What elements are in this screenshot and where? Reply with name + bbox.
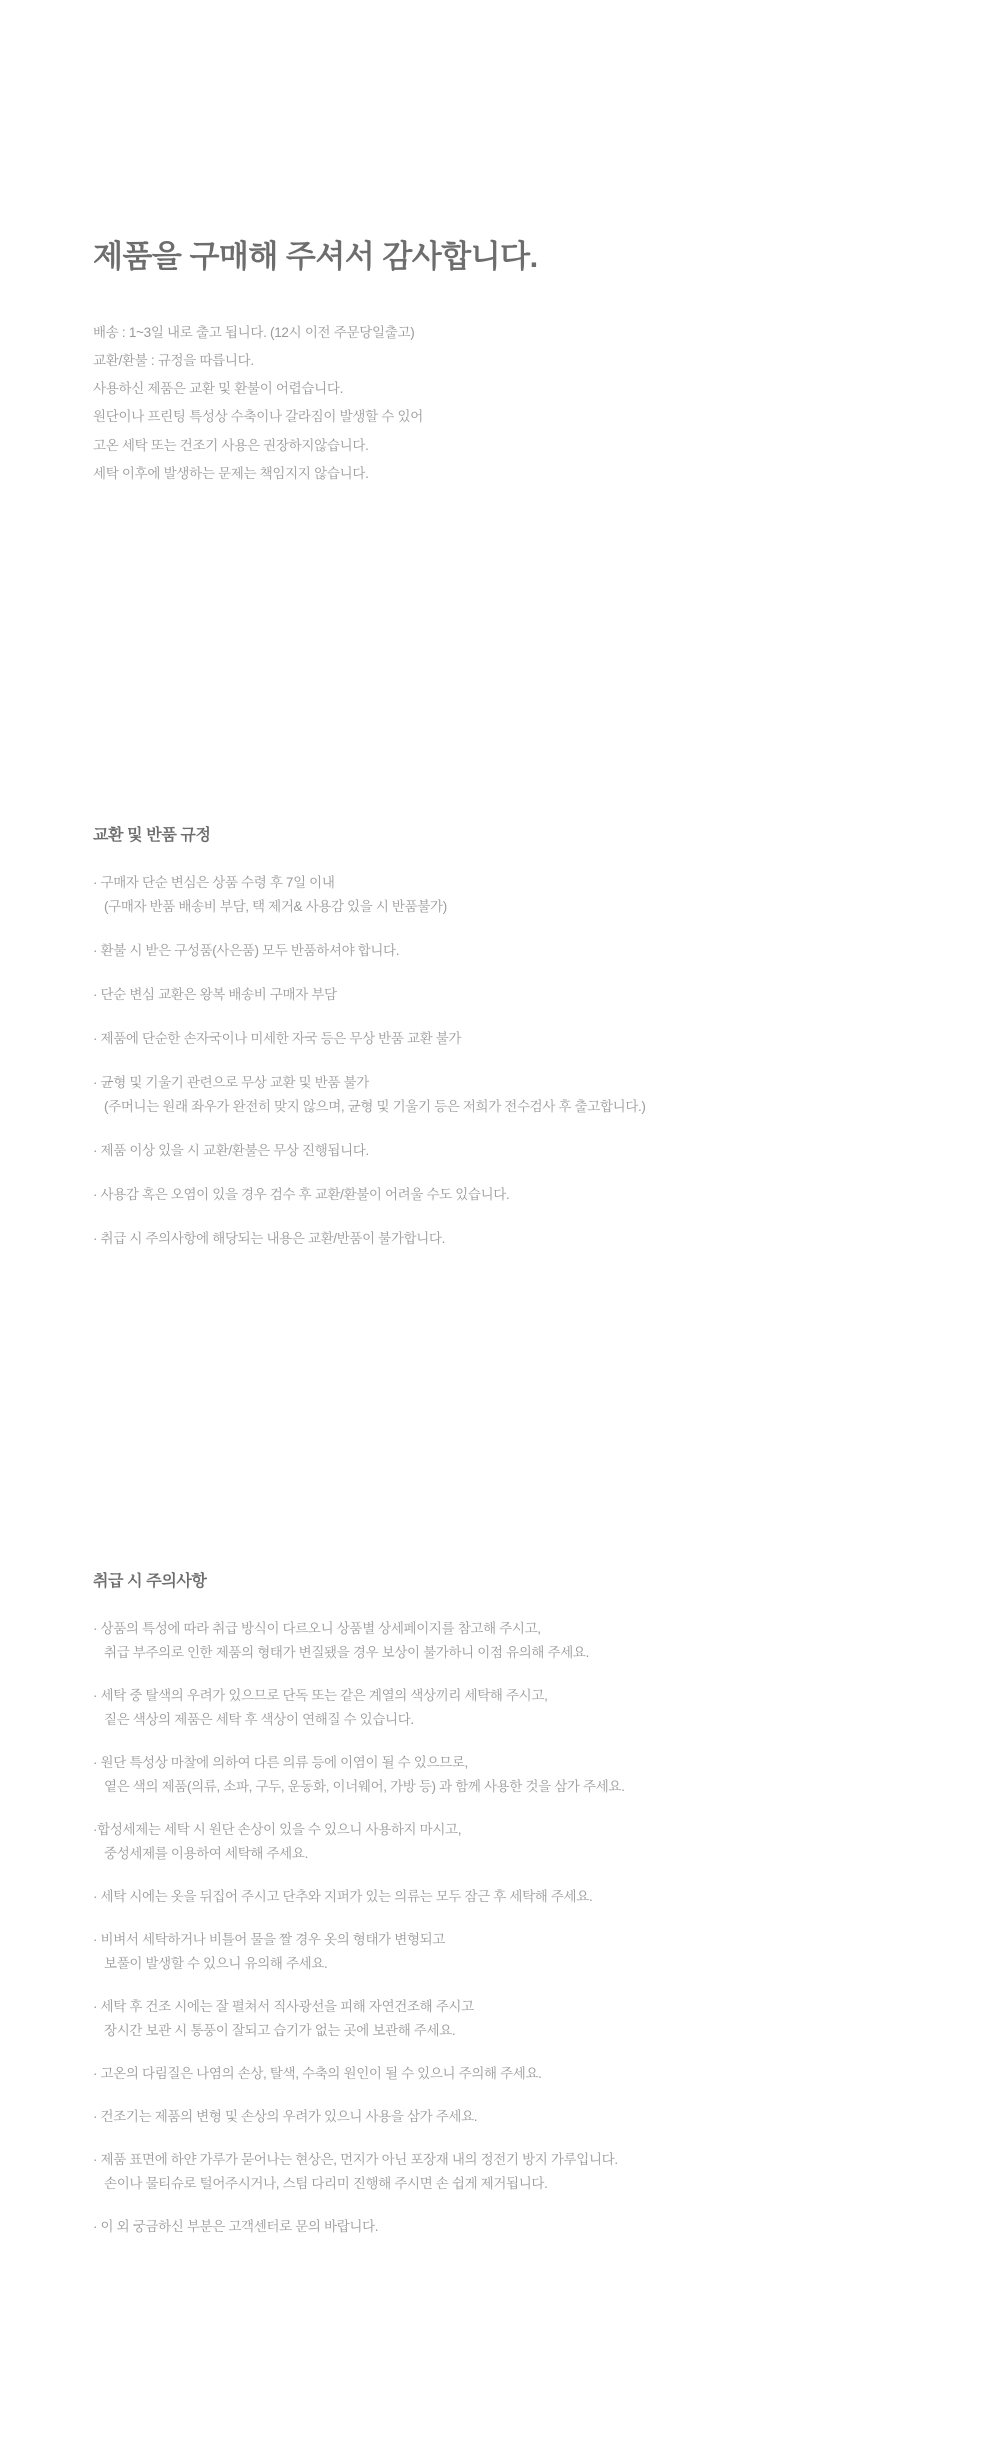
exchange-return-section (93, 822, 953, 1271)
shipping-line: 원단이나 프린팅 특성상 수축이나 갈라짐이 발생할 수 있어 (93, 409, 423, 425)
rule-line: 취급 부주의로 인한 제품의 형태가 변질됐을 경우 보상이 불가하니 이점 유의해 주세요. (104, 1645, 589, 1661)
thanks-section (93, 238, 913, 488)
list-item (93, 983, 953, 1007)
rule-line: · 환불 시 받은 구성품(사은품) 모두 반품하셔야 합니다. (93, 943, 400, 959)
list-item (93, 1995, 973, 2043)
rule-line: · 제품 표면에 하얀 가루가 묻어나는 현상은, 먼지가 아닌 포장재 내의 정전기 방지 가루입니다. (93, 2152, 618, 2168)
shipping-line: 교환/환불 : 규정을 따릅니다. (93, 353, 254, 369)
rule-line: 보풀이 발생할 수 있으니 유의해 주세요. (104, 1956, 328, 1972)
exchange-rule-list (93, 871, 953, 1251)
rule-line: · 구매자 단순 변심은 상품 수령 후 7일 이내 (93, 875, 335, 890)
rule-line: · 상품의 특성에 따라 취급 방식이 다르오니 상품별 상세페이지를 참고해 주시고, (93, 1621, 541, 1636)
shipping-line: 고온 세탁 또는 건조기 사용은 권장하지않습니다. (93, 437, 369, 453)
rule-line: · 제품 이상 있을 시 교환/환불은 무상 진행됩니다. (93, 1143, 369, 1159)
list-item (93, 1885, 973, 1909)
rule-line: · 세탁 후 건조 시에는 잘 펼쳐서 직사광선을 피해 자연건조해 주시고 (93, 1999, 474, 2015)
shipping-policy-lines (93, 319, 913, 487)
list-item (93, 939, 953, 963)
list-item (93, 1027, 953, 1051)
rule-line: (구매자 반품 배송비 부담, 택 제거& 사용감 있을 시 반품불가) (104, 899, 447, 915)
list-item (93, 1227, 953, 1251)
exchange-return-heading: 교환 및 반품 규정 (93, 827, 211, 844)
shipping-line: 사용하신 제품은 교환 및 환불이 어렵습니다. (93, 381, 344, 397)
list-item (93, 2215, 973, 2239)
page-title: 제품을 구매해 주셔서 감사합니다. (93, 239, 538, 274)
list-item (93, 1183, 953, 1207)
rule-line: 중성세제를 이용하여 세탁해 주세요. (104, 1846, 308, 1862)
rule-line: · 세탁 시에는 옷을 뒤집어 주시고 단추와 지퍼가 있는 의류는 모두 잠근 후 세탁해 주세요. (93, 1889, 593, 1905)
rule-line: · 사용감 혹은 오염이 있을 경우 검수 후 교환/환불이 어려울 수도 있습니다. (93, 1187, 510, 1203)
list-item (93, 1751, 973, 1799)
list-item (93, 1071, 953, 1119)
rule-line: · 세탁 중 탈색의 우려가 있으므로 단독 또는 같은 계열의 색상끼리 세탁해 주시고, (93, 1688, 548, 1704)
rule-line: · 제품에 단순한 손자국이나 미세한 자국 등은 무상 반품 교환 불가 (93, 1031, 462, 1047)
rule-line: · 이 외 궁금하신 부분은 고객센터로 문의 바랍니다. (93, 2219, 379, 2235)
rule-line: · 원단 특성상 마찰에 의하여 다른 의류 등에 이염이 될 수 있으므로, (93, 1755, 468, 1771)
list-item (93, 1139, 953, 1163)
rule-line: · 비벼서 세탁하거나 비틀어 물을 짤 경우 옷의 형태가 변형되고 (93, 1932, 446, 1948)
list-item (93, 2105, 973, 2129)
rule-line: · 취급 시 주의사항에 해당되는 내용은 교환/반품이 불가합니다. (93, 1231, 446, 1247)
rule-line: · 균형 및 기울기 관련으로 무상 교환 및 반품 불가 (93, 1075, 369, 1091)
rule-line: (주머니는 원래 좌우가 완전히 맞지 않으며, 균형 및 기울기 등은 저희가 전수검사 후 출고합니다.) (104, 1099, 646, 1115)
list-item (93, 1818, 973, 1866)
list-item (93, 1928, 973, 1976)
care-instructions-heading: 취급 시 주의사항 (93, 1573, 207, 1590)
rule-line: · 단순 변심 교환은 왕복 배송비 구매자 부담 (93, 987, 337, 1003)
rule-line: 손이나 물티슈로 털어주시거나, 스팀 다리미 진행해 주시면 손 쉽게 제거됩니다. (104, 2176, 548, 2192)
rule-line: 짙은 색상의 제품은 세탁 후 색상이 연해질 수 있습니다. (104, 1712, 414, 1728)
care-instructions-section (93, 1568, 973, 2258)
list-item (93, 2062, 973, 2086)
shipping-line: 세탁 이후에 발생하는 문제는 책임지지 않습니다. (93, 465, 369, 481)
list-item (93, 1617, 973, 1665)
shipping-line: 배송 : 1~3일 내로 출고 됩니다. (12시 이전 주문당일출고) (93, 325, 415, 341)
rule-line: ·합성세제는 세탁 시 원단 손상이 있을 수 있으니 사용하지 마시고, (93, 1822, 462, 1838)
list-item (93, 1684, 973, 1732)
list-item (93, 871, 953, 919)
list-item (93, 2148, 973, 2196)
rule-line: 장시간 보관 시 통풍이 잘되고 습기가 없는 곳에 보관해 주세요. (104, 2023, 456, 2039)
rule-line: 옅은 색의 제품(의류, 소파, 구두, 운동화, 이너웨어, 가방 등) 과 함께 사용한 것을 삼가 주세요. (104, 1779, 625, 1795)
rule-line: · 고온의 다림질은 나염의 손상, 탈색, 수축의 원인이 될 수 있으니 주의해 주세요. (93, 2066, 542, 2082)
care-rule-list (93, 1617, 973, 2239)
rule-line: · 건조기는 제품의 변형 및 손상의 우려가 있으니 사용을 삼가 주세요. (93, 2109, 478, 2125)
